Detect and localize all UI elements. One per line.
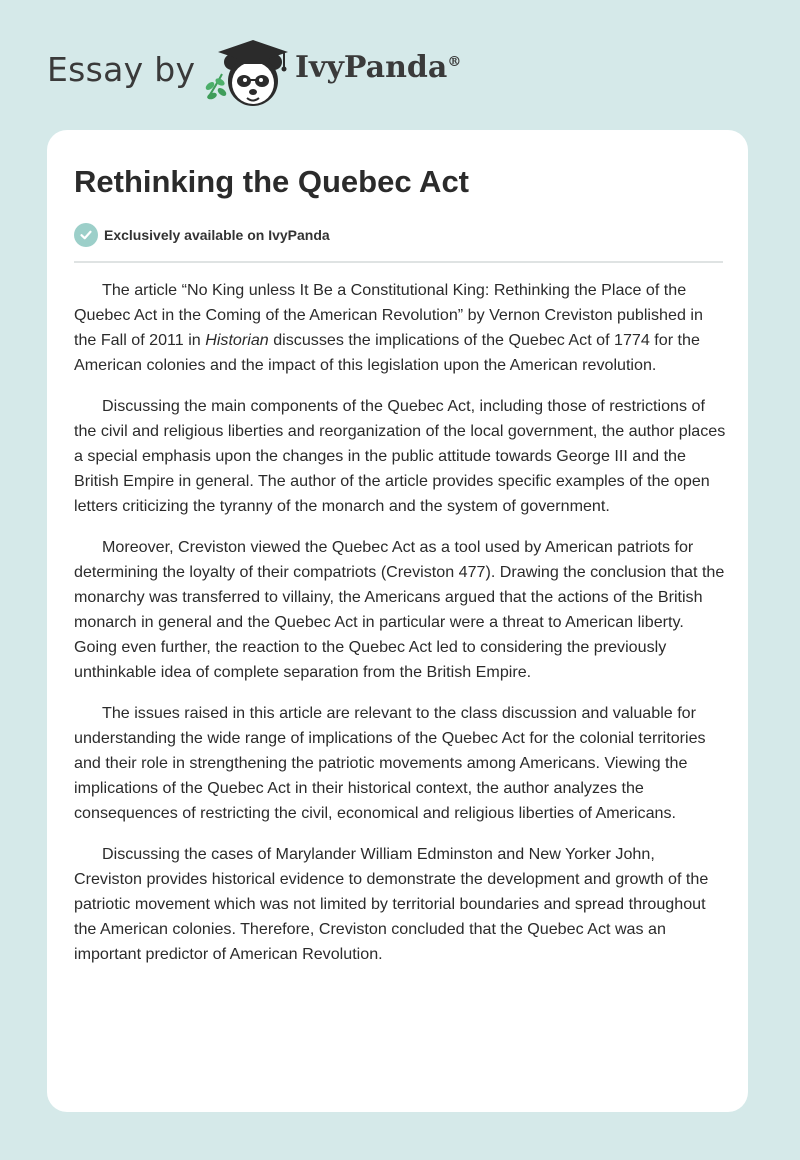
- article-card: [47, 130, 748, 1112]
- exclusive-label: Exclusively available on IvyPanda: [104, 227, 330, 243]
- essay-by-label: Essay by: [47, 50, 196, 89]
- brand-name[interactable]: IvyPanda®: [295, 50, 462, 85]
- journal-title: Historian: [205, 331, 269, 349]
- paragraph-3: Moreover, Creviston viewed the Quebec Act as a tool used by American patriots for determining the loyalty of their compatriots (Creviston 477). Drawing the conclusion that the monarchy was transferred to villainy, the Americans argued that the actions of the British monarch in general and the Quebec Act in particular were a threat to American liberty. Going even further, the reaction to the Quebec Act led to considering the previously unthinkable idea of complete separation from the British Empire.: [74, 538, 725, 681]
- registered-mark: ®: [447, 54, 462, 70]
- site-header: [0, 0, 800, 130]
- paragraph-5: Discussing the cases of Marylander William Edminston and New Yorker John, Creviston provides historical evidence to demonstrate the development and growth of the patriotic movement which was not limited by territorial boundaries and spread throughout the American colonies. Therefore, Creviston concluded that the Quebec Act was an important predictor of American Revolution.: [74, 845, 709, 963]
- panda-logo-icon[interactable]: [200, 36, 295, 111]
- paragraph-1: The article “No King unless It Be a Constitutional King: Rethinking the Place of the Quebec Act in the Coming of the American Revolution” by Vernon Creviston published in the Fall of 2011 in Historian discusses the implications of the Quebec Act of 1774 for the American colonies and the impact of this legislation upon the American revolution.: [74, 281, 703, 374]
- article-body: [74, 278, 726, 983]
- page-title: Rethinking the Quebec Act: [74, 164, 470, 199]
- paragraph-4: The issues raised in this article are relevant to the class discussion and valuable for understanding the wide range of implications of the Quebec Act for the colonial territories and their role in strengthening the patriotic movements among Americans. Viewing the implications of the Quebec Act in their historical context, the author analyzes the consequences of restricting the civil, economical and religious liberties of Americans.: [74, 704, 706, 822]
- check-icon: [74, 223, 98, 247]
- exclusive-badge: [74, 222, 330, 248]
- divider: [74, 261, 723, 263]
- paragraph-2: Discussing the main components of the Quebec Act, including those of restrictions of the civil and religious liberties and reorganization of the local government, the author places a special emphasis upon the changes in the public attitude towards George III and the British Empire in general. The author of the article provides specific examples of the open letters criticizing the tyranny of the monarch and the system of government.: [74, 397, 726, 515]
